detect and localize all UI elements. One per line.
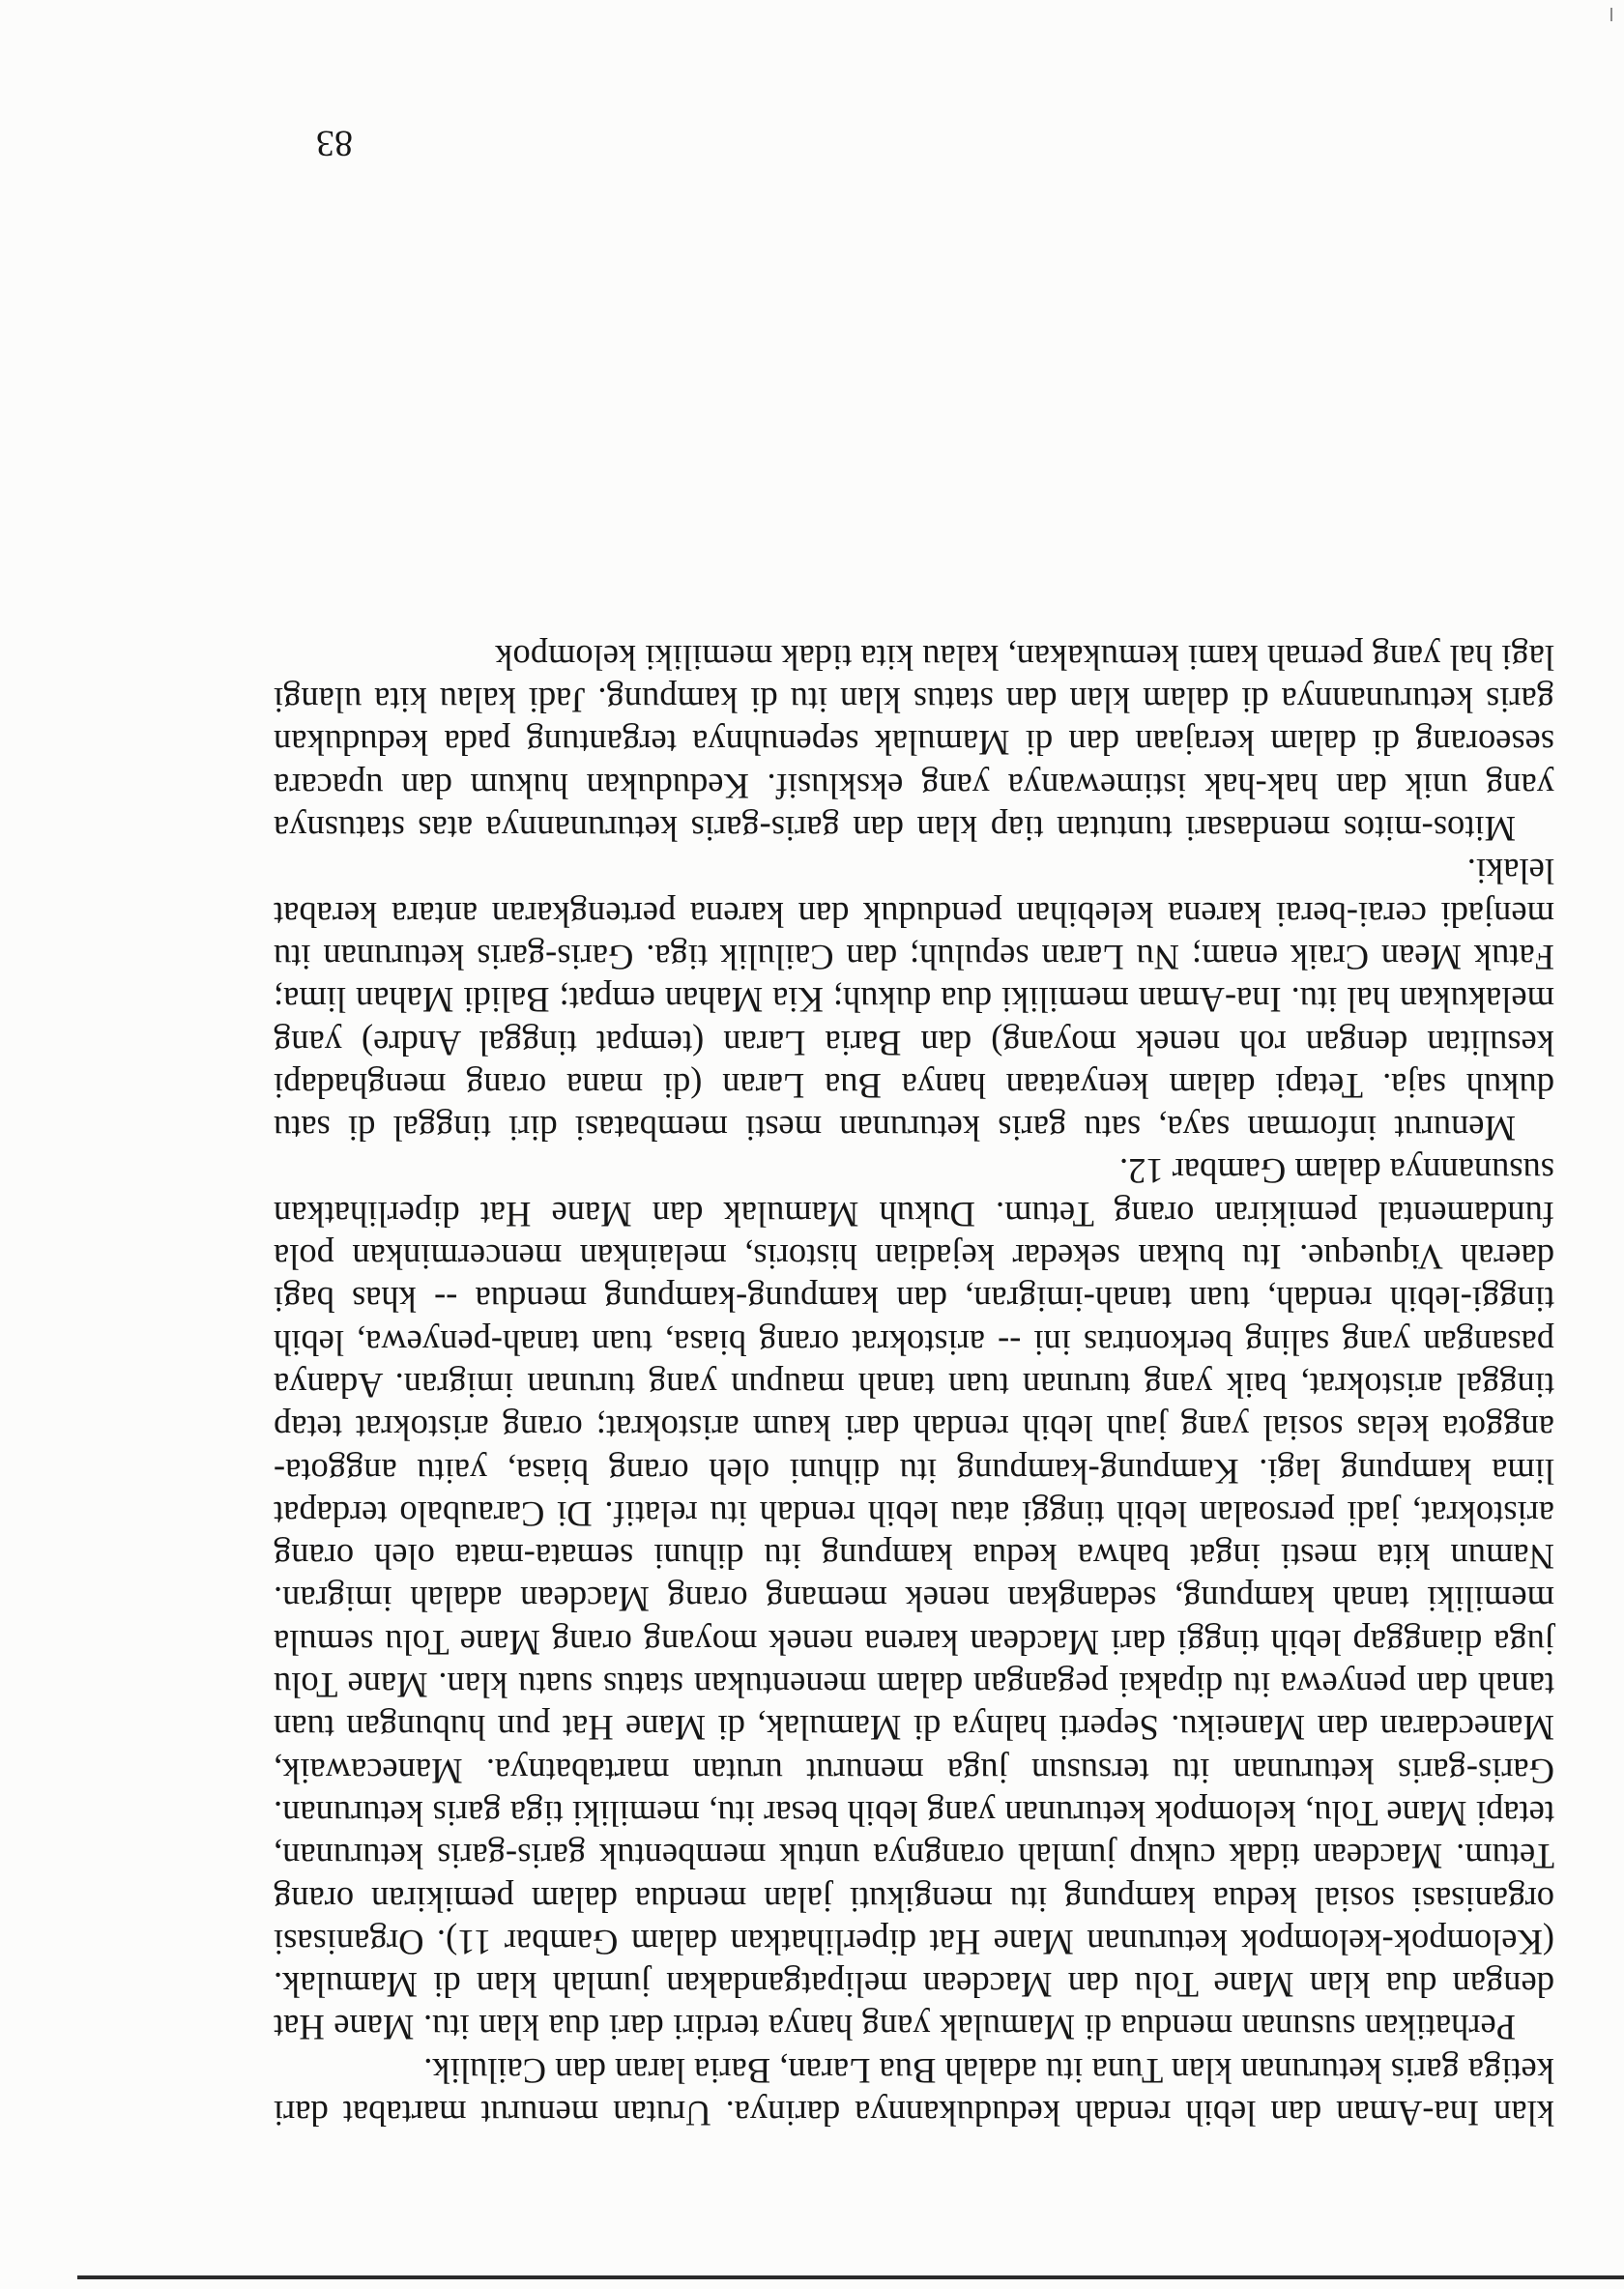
body-text (274, 636, 1554, 2134)
paragraph-3: Menurut informan saya, satu garis keturunan mesti membatasi diri tinggal di satu dukuh saja. Tetapi dalam kenyataan hanya Bua Laran (di mana orang menghadapi kesulitan dengan roh nenek moyang) dan Baria Laran (tempat tinggal Andre) yang melakukan hal itu. Ina-Aman memiliki dua dukuh; Kia Mahan empat; Balidi Mahan lima; Fatuk Mean Craik enam; Nu Laran sepuluh; dan Cailulik tiga. Garis-garis keturunan itu menjadi cerai-berai karena kelebihan penduduk dan karena pertengkaran antara kerabat lelaki. (274, 852, 1554, 1149)
paragraph-2: Perhatikan susunan mendua di Mamulak yang hanya terdiri dari dua klan itu. Mane Hat dengan dua klan Mane Tolu dan Macdean melipatgandakan jumlah klan di Mamulak. (Kelompok-kelompok keturunan Mane Hat diperlihatkan dalam Gambar 11). Organisasi organisasi sosial kedua kampung itu mengikuti jalan mendua dalam pemikiran orang Tetum. Macdean tidak cukup jumlah orangnya untuk membentuk garis-garis keturunan, tetapi Mane Tolu, kelompok keturunan yang lebih besar itu, memiliki tiga garis keturunan. Garis-garis keturunan itu tersusun juga menurut urutan martabatnya. Manecawaik, Manecdaran dan Maneiku. Seperti halnya di Mamulak, di Mane Hat pun hubungan tuan tanah dan penyewa itu dipakai pegangan dalam menentukan status suatu klan. Mane Tolu juga dianggap lebih tinggi dari Macdean karena nenek moyang orang Mane Tolu semula memiliki tanah kampung, sedangkan nenek memang orang Macdean adalah imigran. Namun kita mesti ingat bahwa kedua kampung itu dihuni semata-mata oleh orang aristokrat, jadi persoalan lebih tinggi atau lebih rendah itu relatif. Di Caraubalo terdapat lima kampung lagi. Kampung-kampung itu dihuni oleh orang biasa, yaitu anggota-anggota kelas sosial yang jauh lebih rendah dari kaum aristokrat; orang aristokrat tetap tinggal aristokrat, baik yang turunan tuan tanah maupun yang turunan imigran. Adanya pasangan yang saling berkontras ini -- aristokrat orang biasa, tuan tanah-penyewa, lebih tinggi-lebih rendah, tuan tanah-imigran, dan kampung-kampung mendua -- khas bagi daerah Viqueque. Itu bukan sekedar kejadian historis, melainkan mencerminkan pola fundamental pemikiran orang Tetum. Dukuh Mamulak dan Mane Hat diperlihatkan susunannya dalam Gambar 12. (274, 1151, 1554, 2048)
paragraph-1: klan Ina-Aman dan lebih rendah kedudukannya darinya. Urutan menurut martabat dari ketiga garis keturunan klan Tuna itu adalah Bua Laran, Baria laran dan Cailulik. (274, 2050, 1554, 2133)
paragraph-4: Mitos-mitos mendasari tuntutan tiap klan dan garis-garis keturunannya atas statusnya yang unik dan hak-hak istimewanya yang eksklusif. Kedudukan hukum dan upacara seseorang di dalam kerajaan dan di Mamulak sepenuhnya tergantung pada kedudukan garis keturunannya di dalam klan dan status klan itu di kampung. Jadi kalau kita ulangi lagi hal yang pernah kami kemukakan, kalau kita tidak memiliki kelompok (274, 637, 1554, 850)
page-edge-rule (77, 2275, 1624, 2279)
page-number: 83 (316, 123, 353, 163)
scan-mark (1610, 8, 1612, 21)
